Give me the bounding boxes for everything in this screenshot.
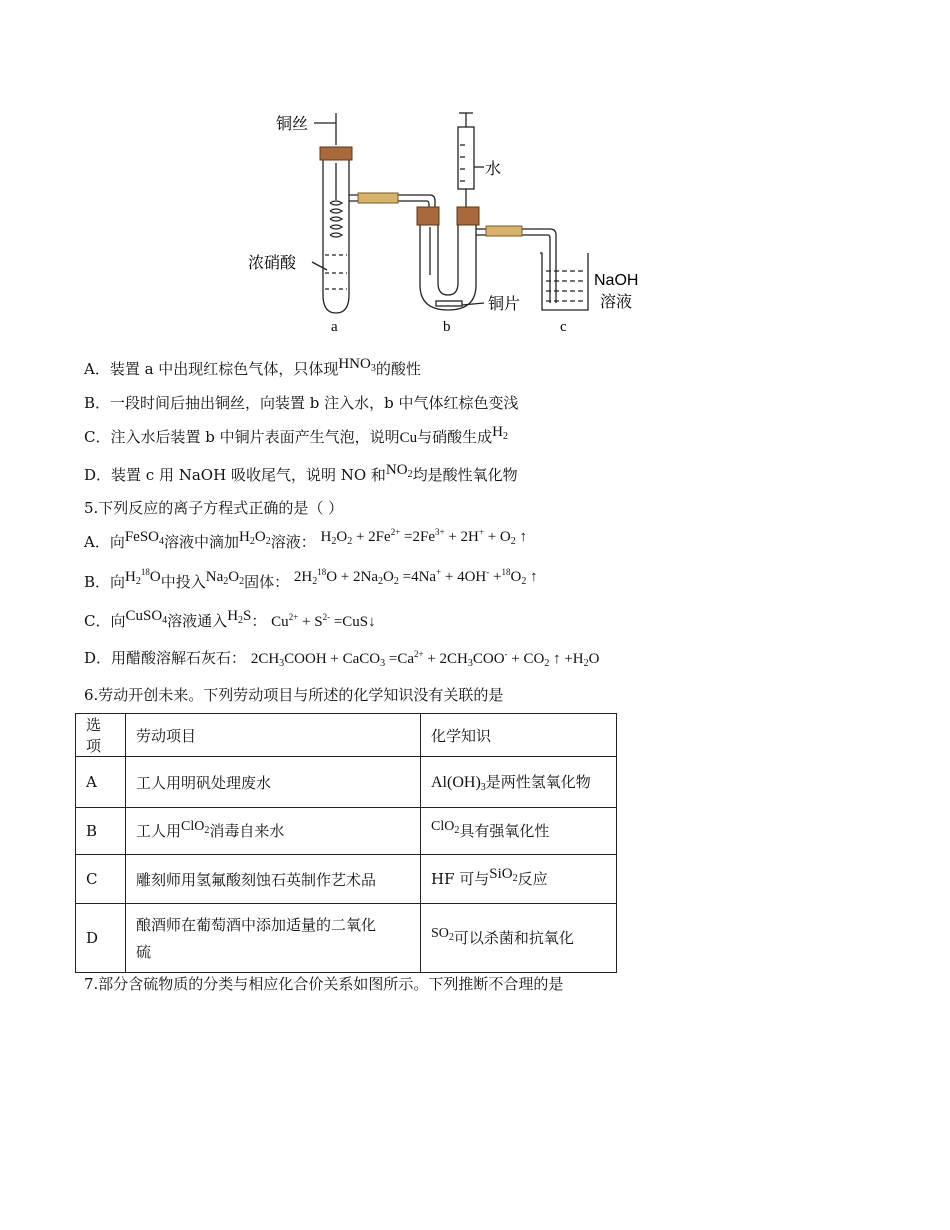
q5-option-c: C．向CuSO$_4$溶液通入$H_2S$： $Cu^{2+} + S^{2-}$ =CuS↓: [84, 608, 376, 630]
header-option: 选项: [76, 714, 126, 757]
label-naoh: NaOH: [594, 272, 639, 289]
q6-table: [75, 713, 617, 973]
q6-stem: 6.劳动开创未来。下列劳动项目与所述的化学知识没有关联的是: [84, 686, 504, 704]
q4-option-b: B．一段时间后抽出铜丝，向装置 b 注入水，b 中气体红棕色变浅: [84, 394, 519, 412]
q5-option-d: D．用醋酸溶解石灰石： $2CH_3COOH$ + CaCO$_3$ $=Ca^{2+} + 2CH_3COO^- + CO_2$ ↑ $+H_2O$: [84, 649, 600, 669]
table-row: A 工人用明矾处理废水 $Al(OH)_3$是两性氢氧化物: [76, 757, 617, 808]
q5-option-b: B．向$H_2^{18}O$中投入$Na_2O_2$固体： $2H_2^{18}O + 2Na_2O_2 =4Na^+ + 4OH^- +^{18}O_2$ ↑: [84, 567, 538, 591]
q5-option-a: A．向FeSO$_4$溶液中滴加$H_2O_2$溶液： $H_2O_2 + 2Fe^{2+} =2Fe^{3+} + 2H^+ + O_2$ ↑: [84, 527, 527, 551]
label-a: a: [331, 319, 338, 335]
table-row: B 工人用ClO$_2$消毒自来水 ClO$_2$具有强氧化性: [76, 808, 617, 855]
label-copper-plate: 铜片: [488, 296, 521, 313]
q4-option-d: D．装置 c 用 NaOH 吸收尾气，说明 NO 和$NO_2$均是酸性氧化物: [84, 462, 518, 484]
q4-option-a: A．装置 a 中出现红棕色气体，只体现$HNO_3$的酸性: [84, 356, 421, 378]
label-b: b: [443, 319, 451, 335]
label-water: 水: [485, 161, 502, 178]
table-row: D 酿酒师在葡萄酒中添加适量的二氧化 硫 $SO_2$可以杀菌和抗氧化: [76, 904, 617, 973]
q4-option-c: C．注入水后装置 b 中铜片表面产生气泡，说明Cu与硝酸生成$H_2$: [84, 424, 508, 446]
header-task: 劳动项目: [126, 714, 421, 757]
label-solution: 溶液: [600, 294, 633, 311]
label-c: c: [560, 319, 567, 335]
table-row: C 雕刻师用氢氟酸刻蚀石英制作艺术品 HF 可与SiO$_2$反应: [76, 855, 617, 904]
label-conc-nitric-acid: 浓硝酸: [248, 255, 297, 272]
experiment-apparatus-figure: [230, 105, 660, 340]
q5-stem: 5.下列反应的离子方程式正确的是（ ）: [84, 499, 344, 517]
q7-stem: 7.部分含硫物质的分类与相应化合价关系如图所示。下列推断不合理的是: [84, 975, 564, 993]
label-copper-wire: 铜丝: [276, 116, 309, 133]
table-header-row: [76, 714, 617, 757]
header-knowledge: 化学知识: [421, 714, 617, 757]
